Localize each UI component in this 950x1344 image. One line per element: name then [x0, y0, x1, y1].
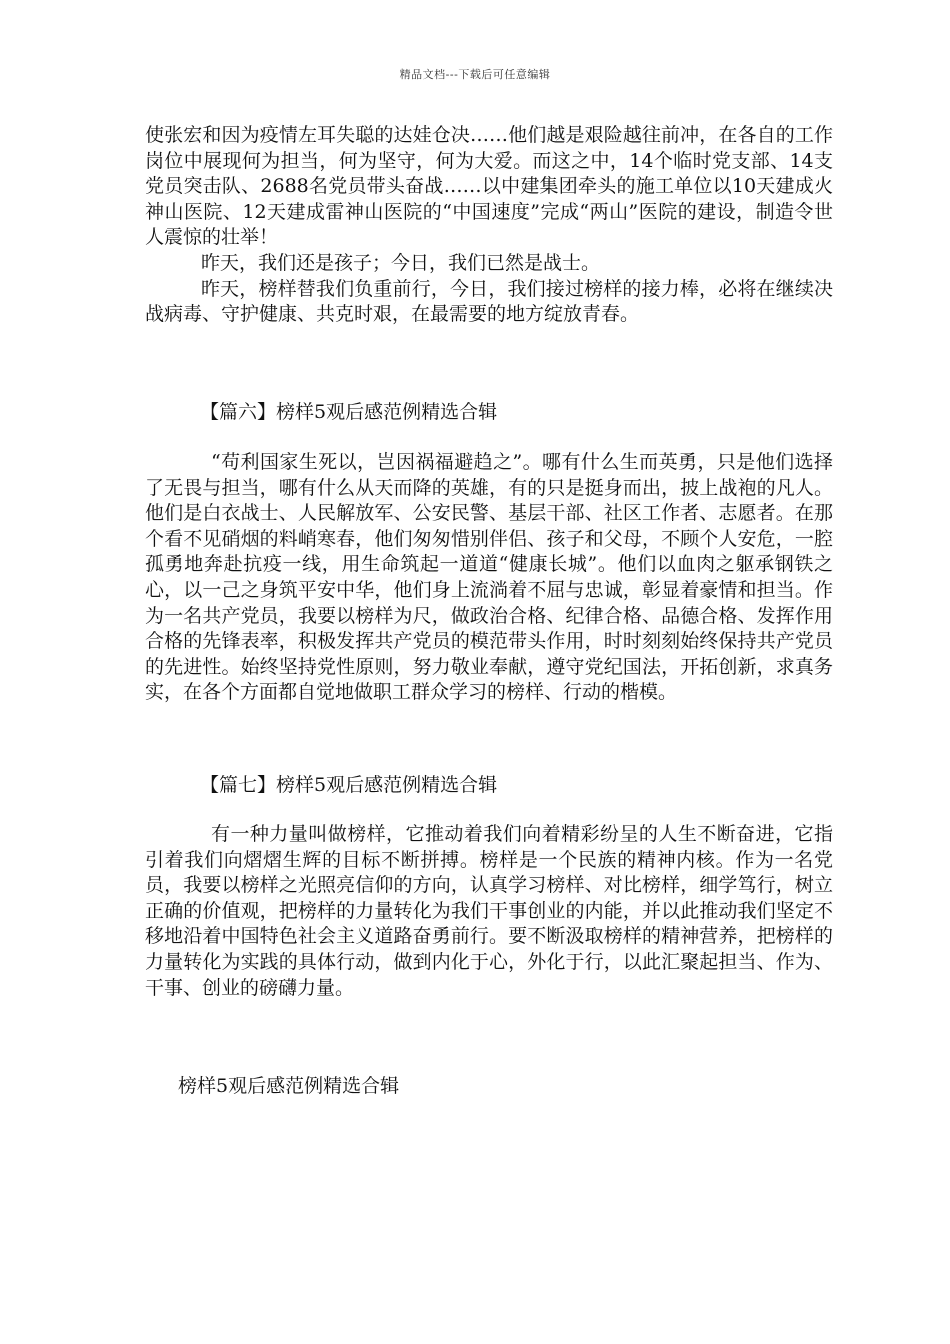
- top-paragraph-1: 使张宏和因为疫情左耳失聪的达娃仓决……他们越是艰险越往前冲，在各自的工作岗位中展现何为担当，何为坚守，何为大爱。而这之中，14个临时党支部、14支党员突击队、2688名党员带头奋战……以中建集团牵头的施工单位以10天建成火神山医院、12天建成雷神山医院的“中国速度”完成“两山”医院的建设，制造令世人震惊的壮举！: [145, 124, 833, 249]
- section7-paragraph: 有一种力量叫做榜样，它推动着我们向着精彩纷呈的人生不断奋进，它指引着我们向熠熠生辉的目标不断拼搏。榜样是一个民族的精神内核。作为一名党员，我要以榜样之光照亮信仰的方向，认真学习榜样、对比榜样，细学笃行，树立正确的价值观，把榜样的力量转化为我们干事创业的内能，并以此推动我们坚定不移地沿着中国特色社会主义道路奋勇前行。要不断汲取榜样的精神营养，把榜样的力量转化为实践的具体行动，做到内化于心，外化于行，以此汇聚起担当、作为、干事、创业的磅礴力量。: [145, 823, 833, 999]
- section6-heading: 【篇六】榜样5观后感范例精选合辑: [200, 401, 498, 423]
- top-paragraph-2: 昨天，我们还是孩子；今日，我们已然是战士。: [201, 251, 601, 274]
- section7-heading: 【篇七】榜样5观后感范例精选合辑: [200, 774, 498, 796]
- footer-title: 榜样5观后感范例精选合辑: [178, 1075, 400, 1097]
- section-top: [145, 123, 833, 328]
- section7-body: [145, 822, 833, 1001]
- section6-body: [145, 450, 833, 706]
- section6-paragraph: “苟利国家生死以，岂因祸福避趋之”。哪有什么生而英勇，只是他们选择了无畏与担当，哪有什么从天而降的英雄，有的只是挺身而出，披上战袍的凡人。他们是白衣战士、人民解放军、公安民警、基层干部、社区工作者、志愿者。在那个看不见硝烟的料峭寒春，他们匆匆惜别伴侣、孩子和父母，不顾个人安危，一腔孤勇地奔赴抗疫一线，用生命筑起一道道“健康长城”。他们以血肉之躯承钢铁之心，以一己之身筑平安中华，他们身上流淌着不屈与忠诚，彰显着豪情和担当。作为一名共产党员，我要以榜样为尺，做政治合格、纪律合格、品德合格、发挥作用合格的先锋表率，积极发挥共产党员的模范带头作用，时时刻刻始终保持共产党员的先进性。始终坚持党性原则，努力敬业奉献，遵守党纪国法，开拓创新，求真务实，在各个方面都自觉地做职工群众学习的榜样、行动的楷模。: [145, 451, 833, 704]
- page-header: 精品文档---下载后可任意编辑: [399, 68, 551, 81]
- top-paragraph-3: 昨天，榜样替我们负重前行，今日，我们接过榜样的接力棒，必将在继续决战病毒、守护健康、共克时艰，在最需要的地方绽放青春。: [145, 277, 833, 326]
